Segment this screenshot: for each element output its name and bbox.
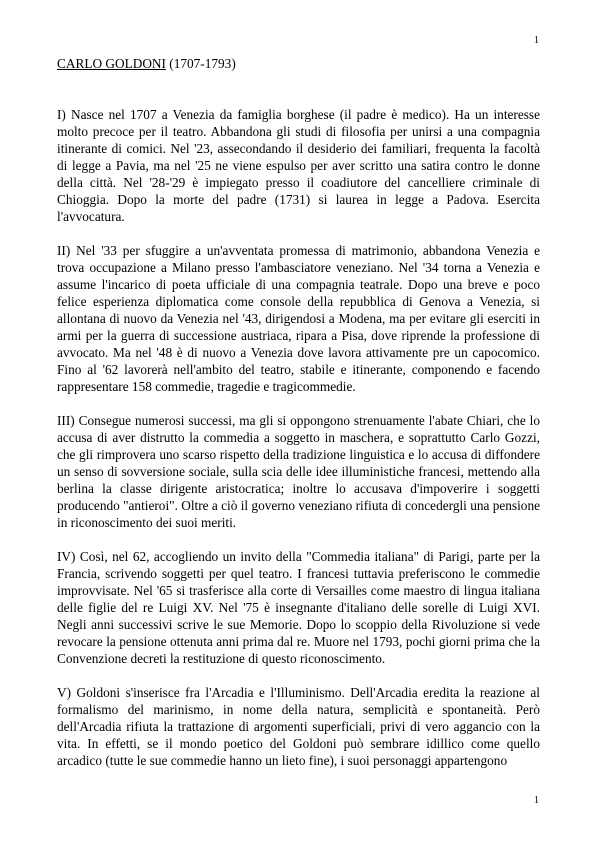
document-title bbox=[57, 55, 540, 72]
footer-page-number: 1 bbox=[534, 795, 539, 806]
title-dates: (1707-1793) bbox=[169, 56, 236, 71]
paragraph-3: III) Consegue numerosi successi, ma gli si oppongono strenuamente l'abate Chiari, che lo accusa di aver distrutto la commedia a soggetto in maschera, e soprattutto Carlo Gozzi, che gli rimprovera uno scarso rispetto della tradizione linguistica e lo accusa di diffondere un senso di sovversione sociale, sulla scia delle idee illuministiche francesi, mettendo alla berlina la classe dirigente aristocratica; inoltre lo accusava d'impoverire i soggetti producendo "antieroi". Oltre a ciò il governo veneziano rifiuta di concedergli una pensione in riconoscimento dei suoi meriti. bbox=[57, 413, 540, 530]
document-body bbox=[57, 55, 540, 786]
paragraph-1: I) Nasce nel 1707 a Venezia da famiglia borghese (il padre è medico). Ha un interesse molto precoce per il teatro. Abbandona gli studi di filosofia per unirsi a una compagnia itinerante di comici. Nel '23, assecondando il desiderio dei familiari, frequenta la facoltà di legge a Pavia, ma nel '25 ne viene espulso per aver scritto una satira contro le donne della città. Nel '28-'29 è impiegato presso il coadiutore del cancelliere criminale di Chioggia. Dopo la morte del padre (1731) si laurea in legge a Padova. Esercita l'avvocatura. bbox=[57, 107, 540, 224]
paragraph-4: IV) Così, nel 62, accogliendo un invito della "Commedia italiana" di Parigi, parte per la Francia, scrivendo soggetti per quel teatro. I francesi tuttavia preferiscono le commedie improvvisate. Nel '65 si trasferisce alla corte di Versailles come maestro di lingua italiana delle figlie del re Luigi XV. Nel '75 è insegnante d'italiano delle sorelle di Luigi XVI. Negli anni successivi scrive le sue Memorie. Dopo lo scoppio della Rivoluzione si vede revocare la pensione ottenuta anni prima dal re. Muore nel 1793, pochi giorni prima che la Convenzione decreti la restituzione di questo riconoscimento. bbox=[57, 549, 540, 666]
paragraph-5: V) Goldoni s'inserisce fra l'Arcadia e l'Illuminismo. Dell'Arcadia eredita la reazione al formalismo del marinismo, in nome della natura, semplicità e spontaneità. Però dell'Arcadia rifiuta la trattazione di argomenti superficiali, privi di vero aggancio con la vita. In effetti, se il mondo poetico del Goldoni può sembrare idillico come quello arcadico (tutte le sue commedie hanno un lieto fine), i suoi personaggi appartengono bbox=[57, 685, 540, 768]
paragraph-2: II) Nel '33 per sfuggire a un'avventata promessa di matrimonio, abbandona Venezia e trova occupazione a Milano presso l'ambasciatore veneziano. Nel '34 torna a Venezia e assume l'incarico di poeta ufficiale di una compagnia teatrale. Dopo una breve e poco felice esperienza diplomatica come console della repubblica di Genova a Venezia, si allontana di nuovo da Venezia nel '43, dirigendosi a Modena, ma per evitare gli eserciti in armi per la guerra di successione austriaca, ripara a Pisa, dove riprende la professione di avvocato. Ma nel '48 è di nuovo a Venezia dove lavora attivamente pre un capocomico. Fino al '62 lavorerà nell'ambito del teatro, stabile e itinerante, componendo e facendo rappresentare 158 commedie, tragedie e tragicommedie. bbox=[57, 243, 540, 394]
header-page-number: 1 bbox=[534, 35, 539, 46]
title-author-name: CARLO GOLDONI bbox=[57, 56, 166, 71]
